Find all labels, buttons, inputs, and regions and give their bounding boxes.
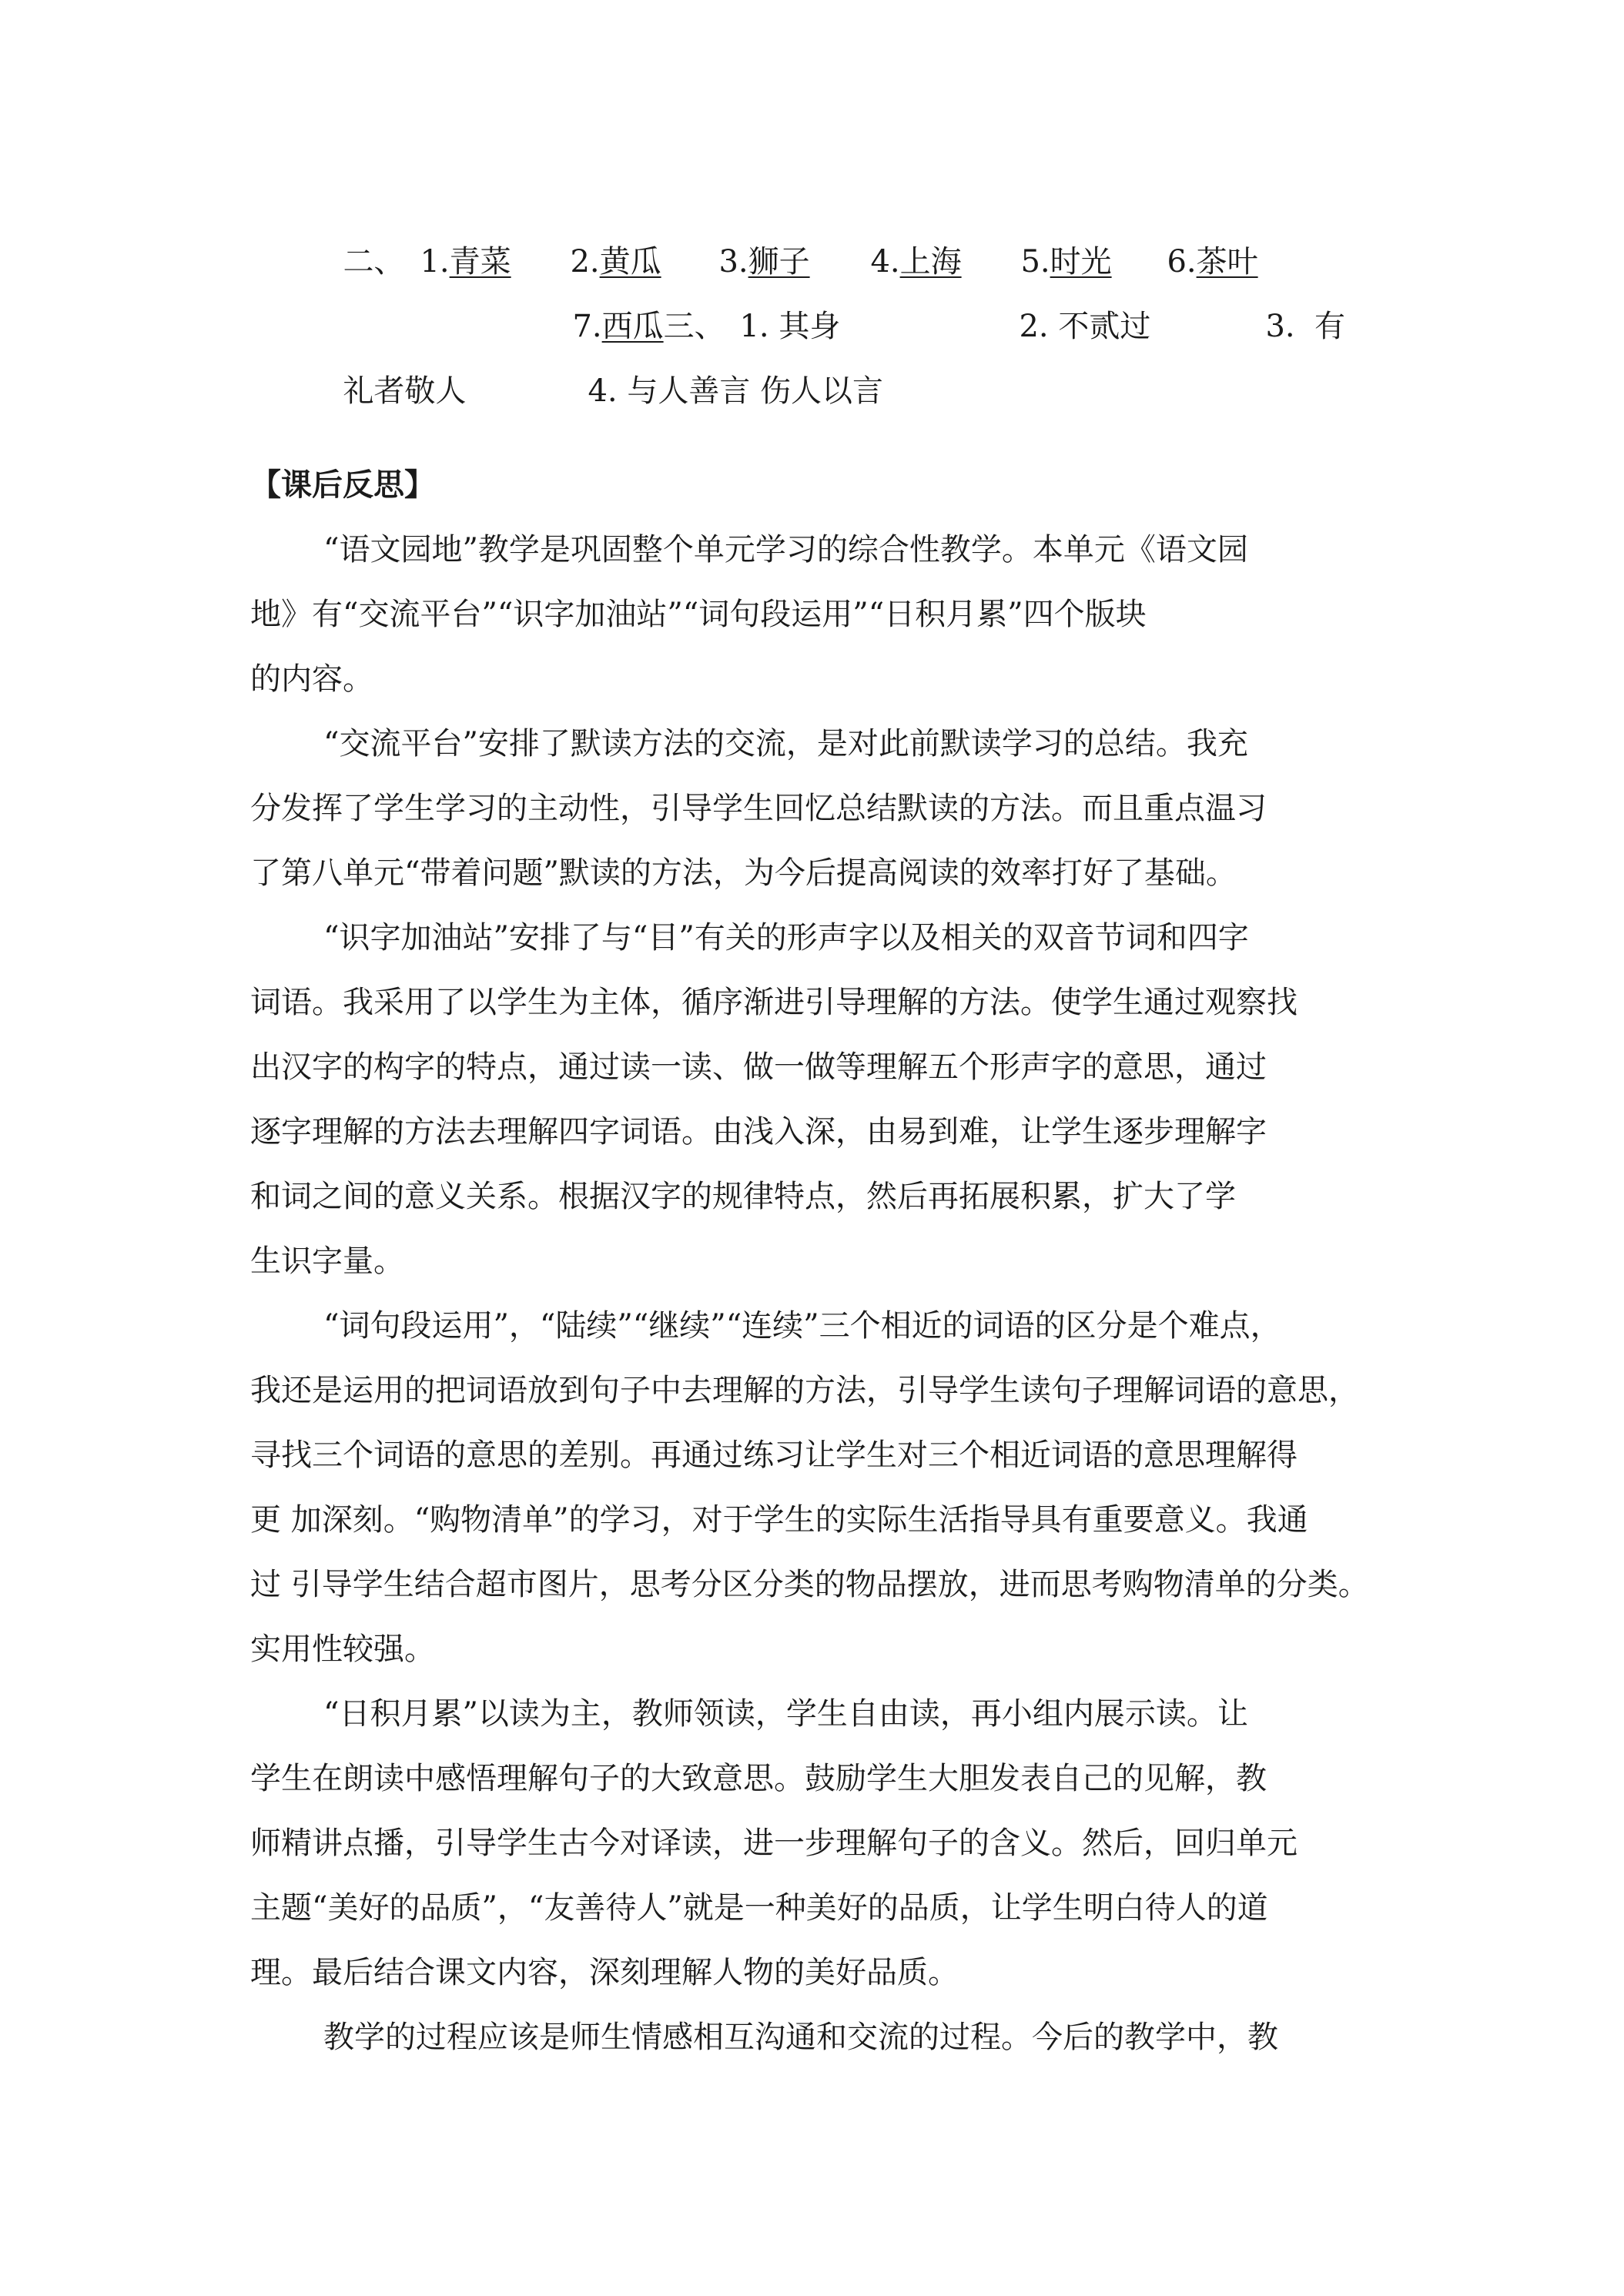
section-marker: 二、 bbox=[343, 244, 405, 279]
paragraph-line: “识字加油站”安排了与“目”有关的形声字以及相关的双音节词和四字 bbox=[323, 920, 1249, 956]
answer-sec3-item-1 bbox=[720, 271, 840, 345]
answer-word: 狮子 bbox=[748, 244, 810, 279]
answer-sec3-item-4 bbox=[568, 336, 883, 410]
answer-number: 4. bbox=[588, 373, 618, 409]
answer-number: 1. bbox=[420, 244, 450, 279]
answer-item-3 bbox=[699, 206, 810, 280]
paragraph-line: 寻找三个词语的意思的差别。再通过练习让学生对三个相近词语的意思理解得 bbox=[250, 1438, 1298, 1473]
paragraph-line: 分发挥了学生学习的主动性，引导学生回忆总结默读的方法。而且重点温习 bbox=[250, 791, 1267, 826]
answer-item-7 bbox=[553, 271, 725, 345]
paragraph-line: “交流平台”安排了默读方法的交流，是对此前默读学习的总结。我充 bbox=[323, 726, 1248, 761]
paragraph-line: 更 加深刻。“购物清单”的学习，对于学生的实际生活指导具有重要意义。我通 bbox=[250, 1502, 1308, 1538]
answer-number: 7. bbox=[572, 309, 602, 344]
answer-word: 时光 bbox=[1050, 244, 1112, 279]
answer-item-2 bbox=[551, 206, 661, 280]
reflection-heading: 【课后反思】 bbox=[250, 467, 435, 503]
answer-number: 2. bbox=[570, 244, 600, 279]
paragraph-line: 词语。我采用了以学生为主体，循序渐进引导理解的方法。使学生通过观察找 bbox=[250, 985, 1298, 1020]
paragraph-line: 地》有“交流平台”“识字加油站”“词句段运用”“日积月累”四个版块 bbox=[250, 597, 1147, 632]
answer-item-4 bbox=[851, 206, 962, 280]
paragraph-line: 主题“美好的品质”，“友善待人”就是一种美好的品质，让学生明白待人的道 bbox=[250, 1890, 1268, 1926]
answer-sec3-item-2 bbox=[1000, 271, 1150, 345]
answer-item-6 bbox=[1147, 206, 1258, 280]
section-marker: 三、 bbox=[663, 309, 725, 344]
paragraph-line: 实用性较强。 bbox=[250, 1632, 435, 1667]
paragraph-line: 过 引导学生结合超市图片，思考分区分类的物品摆放，进而思考购物清单的分类。 bbox=[250, 1567, 1369, 1602]
answer-item-5 bbox=[1001, 206, 1112, 280]
answer-number: 3. bbox=[718, 244, 748, 279]
paragraph-line: 了第八单元“带着问题”默读的方法，为今后提高阅读的效率打好了基础。 bbox=[250, 855, 1237, 891]
paragraph-line: 的内容。 bbox=[250, 661, 373, 697]
paragraph-line: 理。最后结合课文内容，深刻理解人物的美好品质。 bbox=[250, 1955, 959, 1990]
answer-text: 礼者敬人 bbox=[343, 373, 467, 409]
answer-word: 青菜 bbox=[449, 244, 511, 279]
answer-text: 有 bbox=[1314, 309, 1346, 344]
answer-number: 5. bbox=[1020, 244, 1050, 279]
answer-sec3-item-3 bbox=[1246, 271, 1345, 345]
paragraph-line: 师精讲点播，引导学生古今对译读，进一步理解句子的含义。然后，回归单元 bbox=[250, 1826, 1298, 1861]
answer-sec3-item-3-cont bbox=[323, 336, 466, 410]
answer-section-2 bbox=[323, 206, 404, 280]
paragraph-line: “词句段运用”，“陆续”“继续”“连续”三个相近的词语的区分是个难点， bbox=[323, 1308, 1281, 1344]
answer-number: 1. bbox=[739, 309, 769, 344]
paragraph-line: 生识字量。 bbox=[250, 1243, 404, 1279]
answer-number: 4. bbox=[870, 244, 900, 279]
answer-word: 茶叶 bbox=[1196, 244, 1258, 279]
answer-word: 西瓜 bbox=[601, 309, 664, 344]
answer-text: 不贰过 bbox=[1058, 309, 1151, 344]
paragraph-line: 学生在朗读中感悟理解句子的大致意思。鼓励学生大胆发表自己的见解，教 bbox=[250, 1761, 1267, 1796]
answer-number: 2. bbox=[1019, 309, 1049, 344]
paragraph-line: 我还是运用的把词语放到句子中去理解的方法，引导学生读句子理解词语的意思， bbox=[250, 1373, 1359, 1408]
paragraph-line: 出汉字的构字的特点，通过读一读、做一做等理解五个形声字的意思，通过 bbox=[250, 1049, 1267, 1085]
answer-number: 6. bbox=[1167, 244, 1197, 279]
paragraph-line: 和词之间的意义关系。根据汉字的规律特点，然后再拓展积累，扩大了学 bbox=[250, 1179, 1236, 1214]
paragraph-line: 逐字理解的方法去理解四字词语。由浅入深，由易到难，让学生逐步理解字 bbox=[250, 1114, 1267, 1150]
answer-text: 其身 bbox=[779, 309, 841, 344]
answer-word: 黄瓜 bbox=[599, 244, 661, 279]
paragraph-line: 教学的过程应该是师生情感相互沟通和交流的过程。今后的教学中，教 bbox=[323, 2020, 1278, 2055]
paragraph-line: “语文园地”教学是巩固整个单元学习的综合性教学。本单元《语文园 bbox=[323, 532, 1248, 567]
answer-word: 上海 bbox=[899, 244, 962, 279]
answer-item-1 bbox=[400, 206, 511, 280]
paragraph-line: “日积月累”以读为主，教师领读，学生自由读，再小组内展示读。让 bbox=[323, 1696, 1248, 1732]
answer-number: 3. bbox=[1265, 309, 1295, 344]
answer-text: 与人善言 伤人以言 bbox=[627, 373, 884, 409]
